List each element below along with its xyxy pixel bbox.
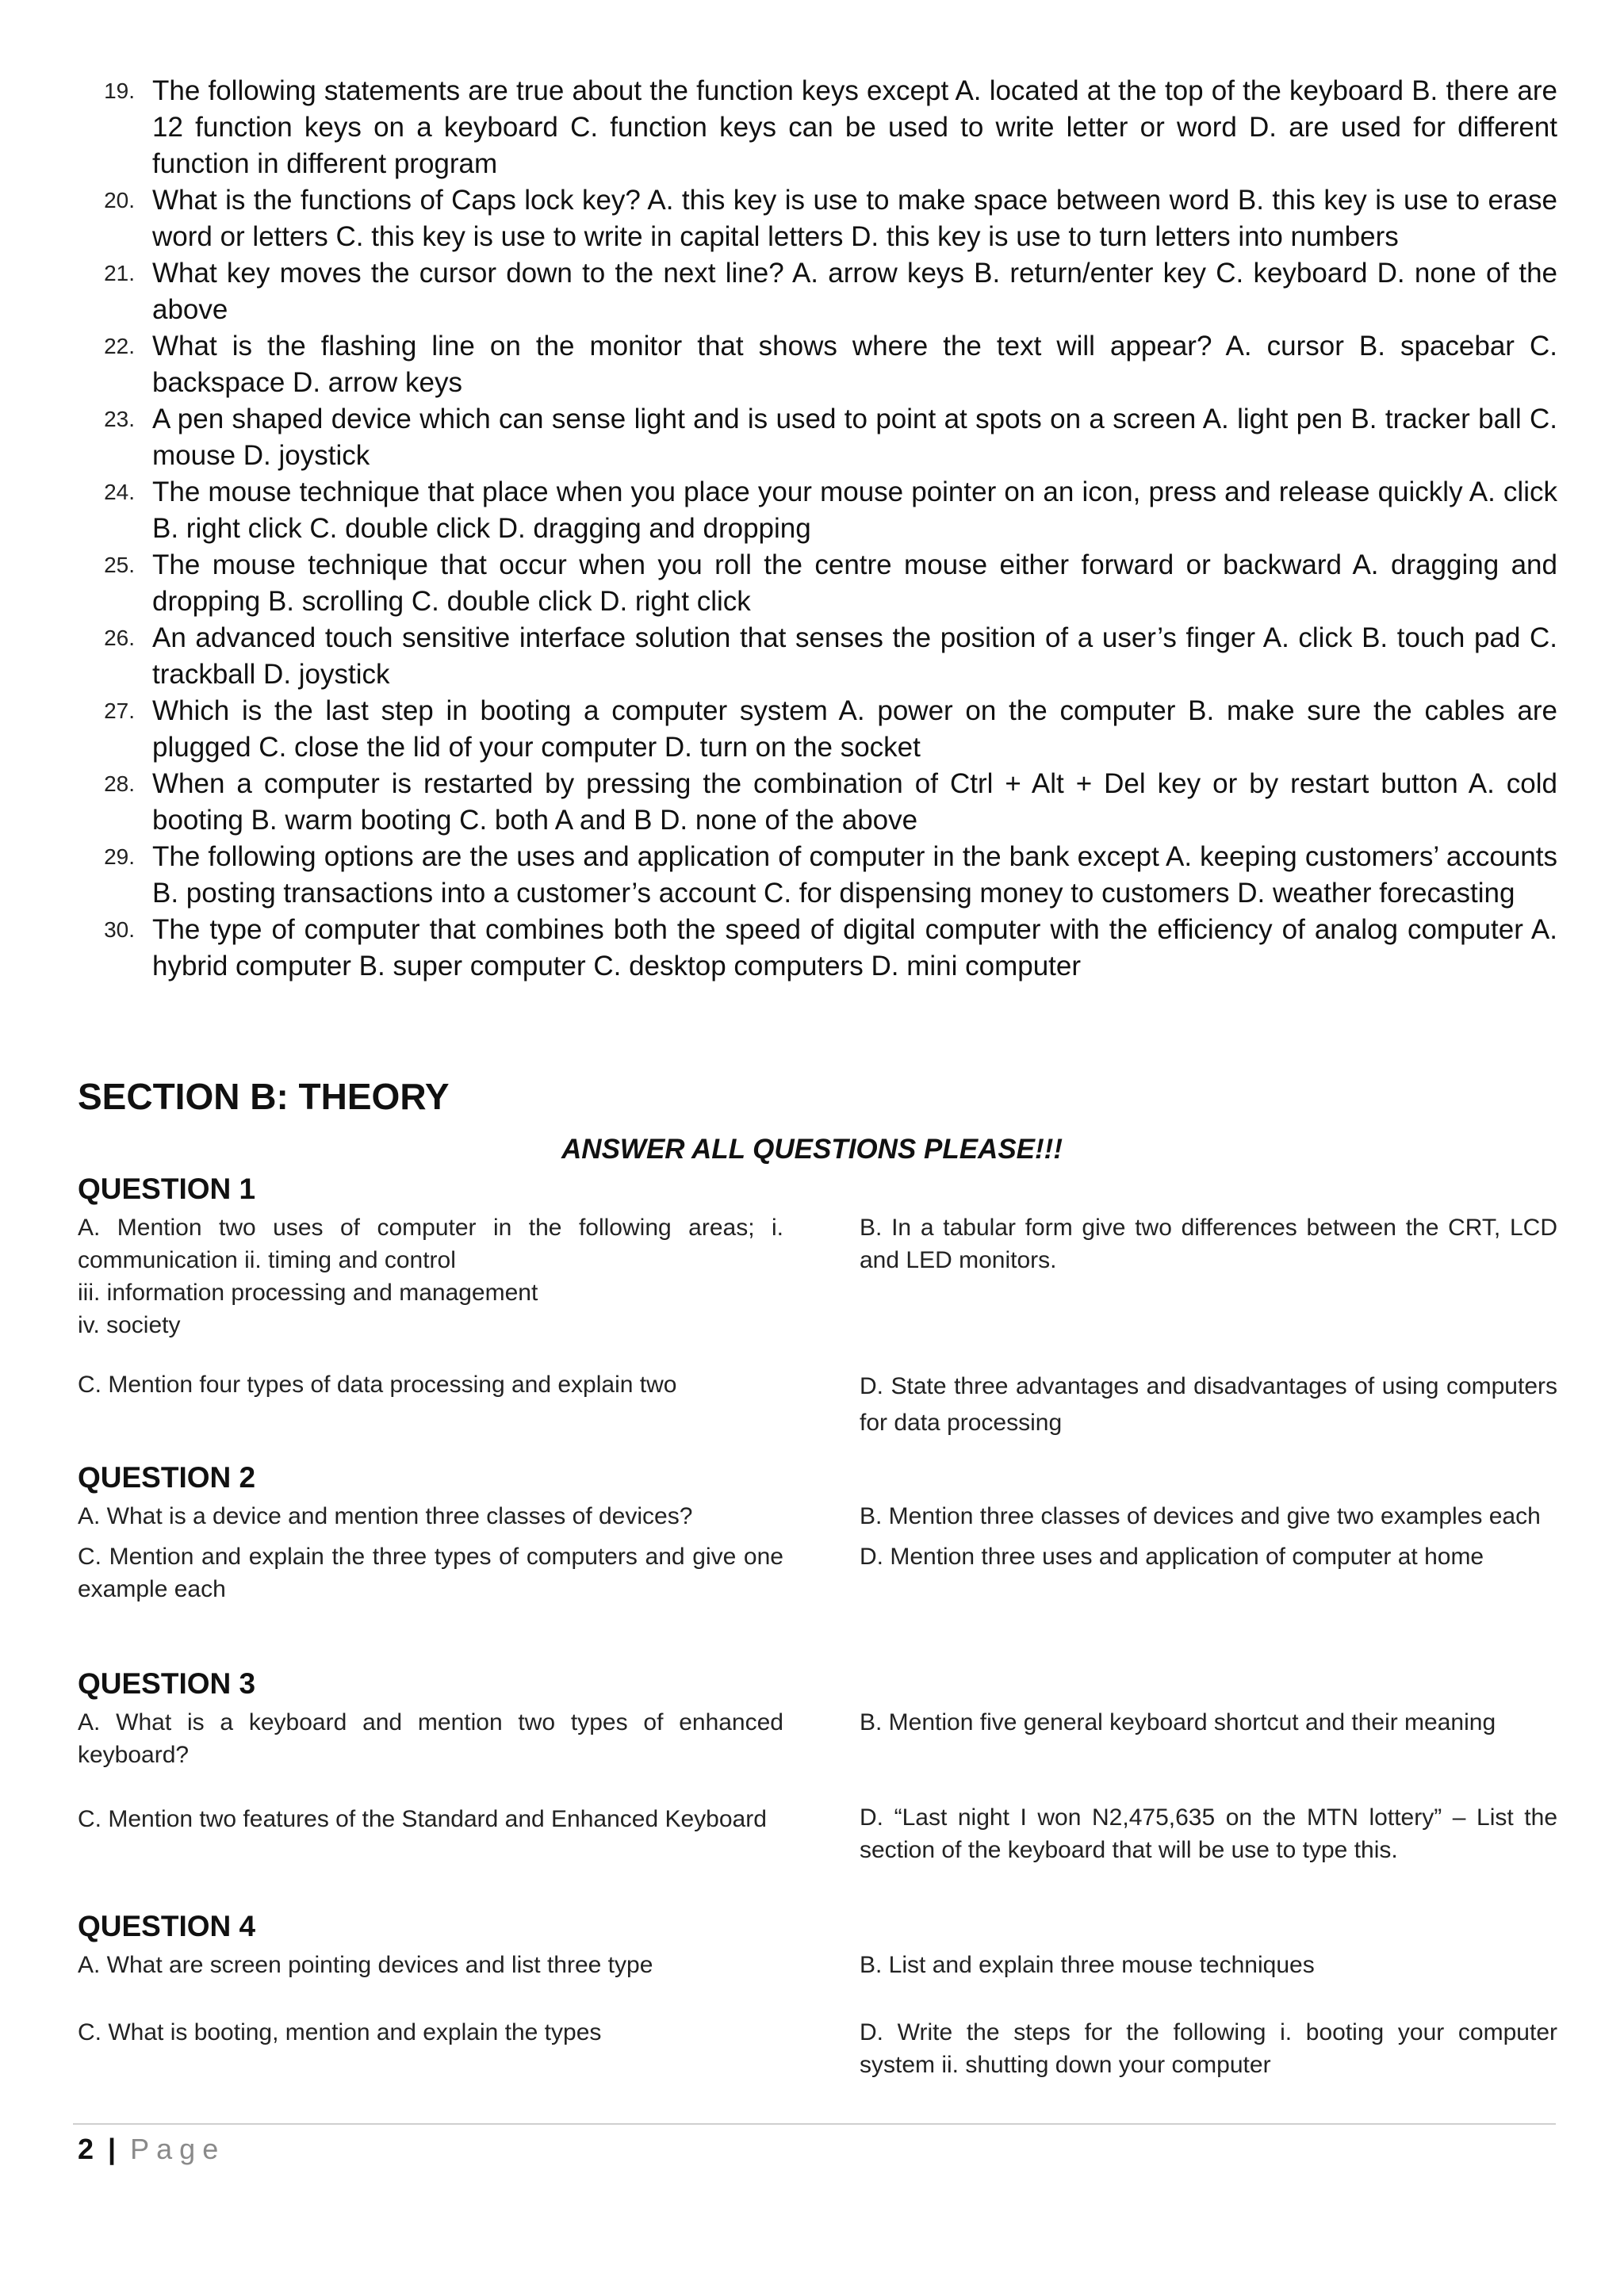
mcq-number: 20. [104,188,135,212]
theory-question-4 [78,1909,1557,2081]
question-part-a-item: iii. information processing and management [78,1280,538,1306]
section-b-instruction: ANSWER ALL QUESTIONS PLEASE!!! [561,1134,1063,1165]
mcq-text: The following statements are true about the function keys except A. located at the top of the keyboard B. there are 12 function keys on a keyboard C. function keys can be used to write letter or word D. are used for different function in different program [152,75,1557,179]
question-part-d: D. State three advantages and disadvantages of using computers for data processing [860,1373,1557,1436]
mcq-item [78,547,1557,620]
mcq-item [78,839,1557,912]
mcq-text: An advanced touch sensitive interface solution that senses the position of a user’s finger A. click B. touch pad C. trackball D. joystick [152,622,1557,690]
mcq-number: 29. [104,844,135,869]
mcq-number: 24. [104,480,135,504]
mcq-number: 30. [104,917,135,942]
section-b-title: SECTION B: THEORY [78,1076,450,1117]
mcq-item [78,912,1557,985]
mcq-text: The mouse technique that place when you place your mouse pointer on an icon, press and release quickly A. click B. right click C. double click D. dragging and dropping [152,476,1557,544]
question-title: QUESTION 3 [78,1667,256,1700]
mcq-item [78,474,1557,547]
mcq-item [78,182,1557,255]
mcq-text: What key moves the cursor down to the next line? A. arrow keys B. return/enter key C. keyboard D. none of the above [152,258,1557,325]
mcq-number: 27. [104,698,135,723]
mcq-number: 19. [104,78,135,103]
mcq-text: Which is the last step in booting a computer system A. power on the computer B. make sure the cables are plugged C. close the lid of your computer D. turn on the socket [152,695,1557,763]
mcq-item [78,766,1557,839]
mcq-text: When a computer is restarted by pressing the combination of Ctrl + Alt + Del key or by restart button A. cold booting B. warm booting C. both A and B D. none of the above [152,768,1557,836]
mcq-item [78,401,1557,474]
question-part-a: A. What are screen pointing devices and list three type [78,1952,653,1978]
mcq-text: A pen shaped device which can sense light and is used to point at spots on a screen A. light pen B. tracker ball C. mouse D. joystick [152,404,1557,471]
question-part-c: C. Mention and explain the three types of computers and give one example each [78,1544,783,1602]
mcq-number: 22. [104,334,135,358]
mcq-text: The mouse technique that occur when you roll the centre mouse either forward or backward A. dragging and dropping B. scrolling C. double click D. right click [152,549,1557,617]
question-part-a: A. What is a keyboard and mention two types of enhanced keyboard? [78,1709,783,1768]
mcq-item [78,73,1557,182]
question-part-c: C. Mention four types of data processing and explain two [78,1372,677,1398]
question-part-d: D. Write the steps for the following i. booting your computer system ii. shutting down your computer [860,2019,1557,2078]
mcq-number: 25. [104,553,135,577]
question-part-b: B. List and explain three mouse techniques [860,1952,1315,1978]
question-part-b: B. Mention three classes of devices and give two examples each [860,1503,1541,1529]
mcq-number: 26. [104,626,135,650]
page-number: 2 [78,2133,94,2165]
question-part-c: C. What is booting, mention and explain the types [78,2019,602,2045]
mcq-item [78,620,1557,693]
theory-question-3 [78,1667,1557,1866]
footer-separator: | [108,2133,117,2165]
question-part-a: A. What is a device and mention three classes of devices? [78,1503,693,1529]
question-part-a-item: iv. society [78,1312,181,1338]
mcq-text: What is the flashing line on the monitor that shows where the text will appear? A. cursor B. spacebar C. backspace D. arrow keys [152,331,1557,398]
question-title: QUESTION 1 [78,1173,256,1205]
mcq-text: The following options are the uses and application of computer in the bank except A. keeping customers’ accounts B. posting transactions into a customer’s account C. for dispensing money to customers D. weather forecasting [152,841,1557,909]
question-part-b: B. In a tabular form give two differences between the CRT, LCD and LED monitors. [860,1215,1557,1273]
question-title: QUESTION 2 [78,1461,256,1494]
mcq-item [78,255,1557,328]
question-title: QUESTION 4 [78,1910,256,1942]
footer-divider [73,2123,1556,2125]
theory-question-2 [78,1460,1557,1605]
theory-question-1 [78,1172,1557,1441]
mcq-list [78,73,1557,985]
mcq-text: The type of computer that combines both the speed of digital computer with the efficiency of analog computer A. hybrid computer B. super computer C. desktop computers D. mini computer [152,914,1557,982]
mcq-item [78,693,1557,766]
mcq-item [78,328,1557,401]
question-part-d: D. “Last night I won N2,475,635 on the MTN lottery” – List the section of the keyboard that will be use to type this. [860,1804,1557,1863]
page-footer [78,2130,225,2169]
question-part-c: C. Mention two features of the Standard and Enhanced Keyboard [78,1806,767,1832]
page-label: Page [130,2133,226,2165]
mcq-text: What is the functions of Caps lock key? A. this key is use to make space between word B. this key is use to erase word or letters C. this key is use to write in capital letters D. this key is use to turn letters into numbers [152,185,1557,252]
mcq-number: 21. [104,261,135,285]
question-part-a: A. Mention two uses of computer in the following areas; i. communication ii. timing and control [78,1215,783,1273]
mcq-number: 28. [104,771,135,796]
mcq-number: 23. [104,407,135,431]
question-part-b: B. Mention five general keyboard shortcut and their meaning [860,1709,1496,1735]
question-part-d: D. Mention three uses and application of computer at home [860,1544,1484,1570]
